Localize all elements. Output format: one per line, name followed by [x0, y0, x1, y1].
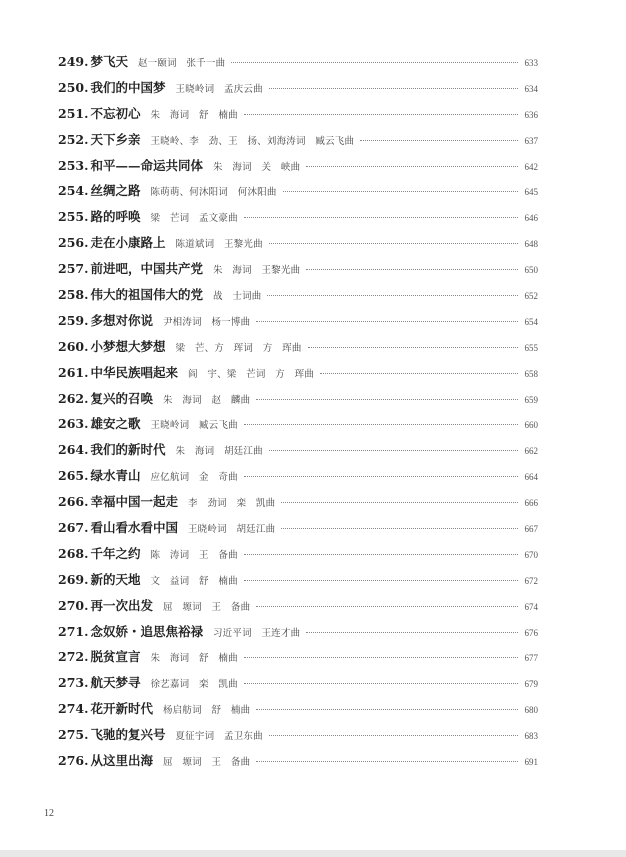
entry-number: 265.: [58, 468, 89, 484]
table-of-contents: [58, 52, 538, 777]
dot-leader: [281, 528, 518, 529]
dot-leader: [269, 243, 518, 244]
entry-title: 花开新时代: [90, 701, 153, 717]
toc-entry[interactable]: [58, 596, 538, 622]
dot-leader: [256, 399, 518, 400]
toc-entry[interactable]: [58, 389, 538, 415]
toc-entry[interactable]: [58, 622, 538, 648]
toc-entry[interactable]: [58, 104, 538, 130]
entry-page-number: 633: [524, 58, 538, 68]
entry-title: 念奴娇・追思焦裕禄: [90, 623, 203, 639]
entry-credits: 朱 海词 舒 楠曲: [150, 109, 238, 121]
entry-credits: 李 劲词 栾 凯曲: [187, 498, 276, 510]
entry-number: 273.: [58, 675, 89, 691]
toc-entry[interactable]: [58, 647, 538, 673]
entry-credits: 文 益词 舒 楠曲: [150, 575, 238, 587]
dot-leader: [269, 735, 518, 736]
entry-title: 不忘初心: [90, 105, 141, 121]
entry-title: 前进吧，中国共产党: [90, 261, 203, 277]
toc-entry[interactable]: [58, 78, 538, 104]
toc-entry[interactable]: [58, 518, 538, 544]
entry-title: 走在小康路上: [90, 235, 166, 251]
entry-number: 252.: [58, 131, 89, 147]
entry-page-number: 680: [524, 705, 538, 716]
toc-entry[interactable]: [58, 673, 538, 699]
entry-title: 千年之约: [90, 545, 141, 561]
entry-credits: 战 士词曲: [212, 291, 262, 303]
entry-page-number: 645: [524, 187, 538, 198]
footer-page-number: 12: [44, 808, 54, 819]
entry-number: 258.: [58, 287, 89, 303]
toc-entry[interactable]: [58, 440, 538, 466]
entry-title: 再一次出发: [90, 597, 153, 613]
entry-credits: 梁 芒词 孟文豪曲: [150, 213, 238, 225]
toc-entry[interactable]: [58, 414, 538, 440]
entry-credits: 赵一颐词 张千一曲: [137, 58, 226, 69]
entry-credits: 夏征宇词 孟卫东曲: [175, 731, 263, 743]
entry-number: 268.: [58, 545, 89, 561]
entry-credits: 王晓岭词 臧云飞曲: [150, 420, 238, 432]
dot-leader: [360, 140, 518, 141]
entry-credits: 习近平词 王连才曲: [212, 627, 301, 639]
bottom-edge-bar: [0, 850, 626, 857]
entry-title: 飞驰的复兴号: [90, 727, 166, 743]
entry-title: 丝绸之路: [90, 183, 141, 199]
entry-title: 多想对你说: [90, 312, 153, 328]
entry-title: 幸福中国一起走: [90, 494, 178, 510]
toc-entry[interactable]: [58, 570, 538, 596]
entry-credits: 王晓岭、李 劲、王 扬、刘海涛词 臧云飞曲: [150, 135, 355, 147]
entry-number: 264.: [58, 442, 89, 458]
entry-title: 脱贫宣言: [90, 649, 141, 665]
dot-leader: [320, 373, 518, 374]
entry-number: 275.: [58, 727, 89, 743]
entry-number: 262.: [58, 390, 89, 406]
entry-title: 新的天地: [90, 571, 141, 587]
entry-page-number: 676: [524, 627, 538, 638]
entry-number: 256.: [58, 235, 89, 251]
entry-title: 我们的新时代: [90, 442, 166, 458]
dot-leader: [256, 761, 518, 762]
entry-page-number: 652: [524, 291, 538, 302]
dot-leader: [244, 217, 518, 218]
dot-leader: [308, 347, 518, 348]
entry-page-number: 677: [524, 653, 538, 664]
entry-number: 266.: [58, 494, 89, 510]
entry-number: 251.: [58, 105, 89, 121]
dot-leader: [244, 424, 518, 425]
entry-credits: 朱 海词 胡廷江曲: [175, 446, 263, 458]
entry-page-number: 672: [524, 575, 538, 586]
entry-number: 263.: [58, 416, 89, 432]
toc-entry[interactable]: [58, 233, 538, 259]
entry-title: 伟大的祖国伟大的党: [90, 287, 203, 303]
entry-number: 250.: [58, 79, 89, 95]
entry-credits: 屈 塬词 王 备曲: [162, 757, 251, 769]
entry-page-number: 664: [524, 472, 538, 483]
dot-leader: [244, 580, 518, 581]
entry-credits: 应亿航词 金 奇曲: [150, 472, 238, 484]
entry-credits: 朱 海词 关 峡曲: [212, 161, 301, 173]
toc-entry[interactable]: [58, 207, 538, 233]
entry-page-number: 660: [524, 420, 538, 431]
entry-number: 271.: [58, 623, 89, 639]
dot-leader: [269, 88, 518, 89]
entry-number: 249.: [58, 54, 89, 69]
entry-credits: 朱 海词 王黎光曲: [212, 265, 301, 277]
entry-title: 路的呼唤: [90, 209, 141, 225]
entry-page-number: 691: [524, 757, 538, 768]
dot-leader: [244, 683, 518, 684]
entry-number: 269.: [58, 571, 89, 587]
entry-number: 274.: [58, 701, 89, 717]
entry-title: 看山看水看中国: [90, 520, 178, 536]
entry-title: 和平——命运共同体: [90, 157, 203, 173]
entry-credits: 屈 塬词 王 备曲: [162, 601, 251, 613]
entry-page-number: 655: [524, 342, 538, 353]
entry-page-number: 674: [524, 601, 538, 612]
toc-entry[interactable]: [58, 492, 538, 518]
entry-credits: 杨启舫词 舒 楠曲: [162, 705, 251, 717]
entry-number: 276.: [58, 753, 89, 769]
toc-entry[interactable]: [58, 156, 538, 182]
entry-page-number: 679: [524, 679, 538, 690]
toc-entry[interactable]: [58, 466, 538, 492]
entry-page-number: 654: [524, 316, 538, 327]
entry-page-number: 646: [524, 213, 538, 224]
entry-page-number: 667: [524, 524, 538, 535]
dot-leader: [306, 269, 518, 270]
entry-title: 梦飞天: [90, 54, 128, 69]
dot-leader: [267, 295, 518, 296]
entry-title: 绿水青山: [90, 468, 141, 484]
entry-page-number: 658: [524, 368, 538, 379]
entry-number: 259.: [58, 312, 89, 328]
entry-credits: 陈萌萌、何沐阳词 何沐阳曲: [150, 187, 277, 199]
dot-leader: [269, 450, 518, 451]
entry-page-number: 662: [524, 446, 538, 457]
entry-page-number: 634: [524, 83, 538, 94]
entry-number: 272.: [58, 649, 89, 665]
toc-entry[interactable]: [58, 181, 538, 207]
entry-number: 253.: [58, 157, 89, 173]
toc-entry[interactable]: [58, 285, 538, 311]
entry-credits: 梁 芒、方 珲词 方 珲曲: [175, 342, 302, 354]
entry-page-number: 637: [524, 135, 538, 146]
toc-entry[interactable]: [58, 337, 538, 363]
dot-leader: [306, 166, 518, 167]
entry-number: 254.: [58, 183, 89, 199]
entry-page-number: 636: [524, 109, 538, 120]
entry-credits: 王晓岭词 胡廷江曲: [187, 524, 276, 536]
entry-number: 270.: [58, 597, 89, 613]
dot-leader: [306, 632, 518, 633]
dot-leader: [231, 62, 518, 63]
entry-title: 我们的中国梦: [90, 79, 166, 95]
entry-number: 257.: [58, 261, 89, 277]
entry-title: 从这里出海: [90, 753, 153, 769]
entry-page-number: 650: [524, 265, 538, 276]
dot-leader: [283, 191, 518, 192]
entry-page-number: 666: [524, 498, 538, 509]
entry-credits: 阎 宇、梁 芒词 方 珲曲: [187, 368, 315, 380]
entry-page-number: 670: [524, 549, 538, 560]
dot-leader: [256, 321, 518, 322]
entry-title: 天下乡亲: [90, 131, 141, 147]
entry-page-number: 648: [524, 239, 538, 250]
dot-leader: [281, 502, 518, 503]
toc-entry[interactable]: [58, 751, 538, 777]
toc-entry[interactable]: [58, 259, 538, 285]
entry-number: 267.: [58, 520, 89, 536]
dot-leader: [256, 606, 518, 607]
entry-title: 中华民族唱起来: [90, 364, 178, 380]
entry-page-number: 642: [524, 161, 538, 172]
toc-entry[interactable]: [58, 725, 538, 751]
entry-credits: 王晓岭词 孟庆云曲: [175, 83, 263, 95]
entry-number: 255.: [58, 209, 89, 225]
toc-entry[interactable]: [58, 699, 538, 725]
entry-title: 航天梦寻: [90, 675, 141, 691]
entry-credits: 陈 涛词 王 备曲: [150, 549, 238, 561]
dot-leader: [244, 554, 518, 555]
entry-page-number: 659: [524, 394, 538, 405]
entry-number: 261.: [58, 364, 89, 380]
entry-title: 小梦想大梦想: [90, 338, 166, 354]
entry-credits: 朱 海词 舒 楠曲: [150, 653, 238, 665]
toc-entry[interactable]: [58, 311, 538, 337]
dot-leader: [244, 114, 518, 115]
entry-page-number: 683: [524, 731, 538, 742]
toc-entry[interactable]: [58, 363, 538, 389]
entry-number: 260.: [58, 338, 89, 354]
entry-title: 雄安之歌: [90, 416, 141, 432]
entry-title: 复兴的召唤: [90, 390, 153, 406]
entry-credits: 朱 海词 赵 麟曲: [162, 394, 251, 406]
toc-entry[interactable]: [58, 544, 538, 570]
toc-entry[interactable]: [58, 52, 538, 78]
entry-credits: 徐艺嘉词 栾 凯曲: [150, 679, 238, 691]
entry-credits: 陈道斌词 王黎光曲: [175, 239, 263, 251]
dot-leader: [244, 476, 518, 477]
toc-entry[interactable]: [58, 130, 538, 156]
entry-credits: 尹相涛词 杨一博曲: [162, 316, 251, 328]
dot-leader: [244, 657, 518, 658]
dot-leader: [256, 709, 518, 710]
